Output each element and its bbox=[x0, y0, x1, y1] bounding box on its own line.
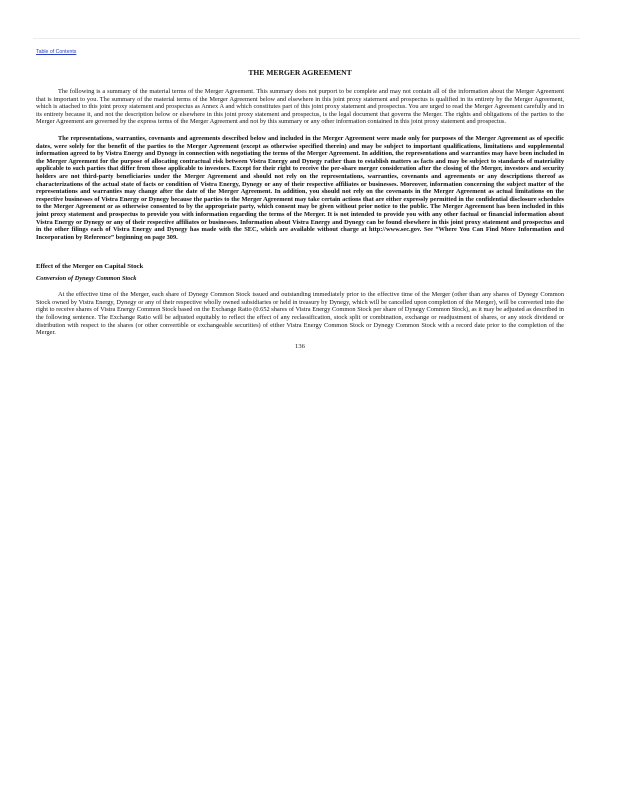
header-divider bbox=[33, 38, 580, 39]
page-number: 136 bbox=[295, 342, 305, 350]
section-heading: Effect of the Merger on Capital Stock bbox=[36, 263, 144, 271]
page-title: THE MERGER AGREEMENT bbox=[248, 68, 352, 77]
document-page bbox=[36, 68, 564, 350]
summary-paragraph: The following is a summary of the material terms of the Merger Agreement. This summary does not purport to be complete and may not contain all of the information about the Merger Agreement that is important to you. The summary of the material terms of the Merger Agreement below and elsewhere in this joint proxy statement and prospectus is qualified in its entirety by the Merger Agreement, which is attached to this joint proxy statement and prospectus as Annex A and which constitutes part of this joint proxy statement and prospectus. You are urged to read the Merger Agreement carefully and in its entirety because it, and not the description below or elsewhere in this joint proxy statement and prospectus, is the legal document that governs the Merger. The rights and obligations of the parties to the Merger Agreement are governed by the express terms of the Merger Agreement and not by this summary or any other information contained in this joint proxy statement and prospectus. bbox=[36, 88, 564, 126]
representations-paragraph: The representations, warranties, covenants and agreements described below and included in the Merger Agreement were made only for purposes of the Merger Agreement as of specific dates, were solely for the benefit of the parties to the Merger Agreement (except as otherwise specified therein) and may be subject to important qualifications, limitations and supplemental information agreed to by Vistra Energy and Dynegy in connection with negotiating the terms of the Merger Agreement. In addition, the representations and warranties may have been included in the Merger Agreement for the purpose of allocating contractual risk between Vistra Energy and Dynegy rather than to establish matters as facts and may be subject to standards of materiality applicable to such parties that differ from those applicable to investors. Except for their right to receive the per-share merger consideration after the closing of the Merger, investors and security holders are not third-party beneficiaries under the Merger Agreement and should not rely on the representations, warranties, covenants and agreements or any descriptions thereof as characterizations of the actual state of facts or condition of Vistra Energy, Dynegy or any of their respective affiliates or businesses. Moreover, information concerning the subject matter of the representations and warranties may change after the date of the Merger Agreement. In addition, you should not rely on the covenants in the Merger Agreement as actual limitations on the respective businesses of Vistra Energy or Dynegy because the parties to the Merger Agreement may take certain actions that are either expressly permitted in the confidential disclosure schedules to the Merger Agreement or as otherwise consented to by the appropriate party, which consent may be given without prior notice to the public. The Merger Agreement has been included in this joint proxy statement and prospectus to provide you with information regarding the terms of the Merger. It is not intended to provide you with any other factual or financial information about Vistra Energy or Dynegy or any of their respective affiliates or businesses. Information about Vistra Energy and Dynegy can be found elsewhere in this joint proxy statement and prospectus and in the other filings each of Vistra Energy and Dynegy has made with the SEC, which are available without charge at http://www.sec.gov. See “Where You Can Find More Information and Incorporation by Reference” beginning on page 309. bbox=[36, 134, 564, 241]
table-of-contents-link[interactable]: Table of Contents bbox=[36, 49, 77, 55]
subsection-heading: Conversion of Dynegy Common Stock bbox=[36, 275, 137, 283]
conversion-paragraph: At the effective time of the Merger, each share of Dynegy Common Stock issued and outstanding immediately prior to the effective time of the Merger (other than any shares of Dynegy Common Stock owned by Vistra Energy, Dynegy or any of their respective wholly owned subsidiaries or held in treasury by Dynegy, which will be cancelled upon completion of the Merger), will be converted into the right to receive shares of Vistra Energy Common Stock based on the Exchange Ratio (0.652 shares of Vistra Energy Common Stock per share of Dynegy Common Stock), as it may be adjusted as described in the following sentence. The Exchange Ratio will be adjusted equitably to reflect the effect of any reclassification, stock split or combination, exchange or readjustment of shares, or any stock dividend or distribution with respect to the shares (or other convertible or exchangeable securities) of either Vistra Energy Common Stock or Dynegy Common Stock with a record date prior to the completion of the Merger. bbox=[36, 291, 564, 337]
